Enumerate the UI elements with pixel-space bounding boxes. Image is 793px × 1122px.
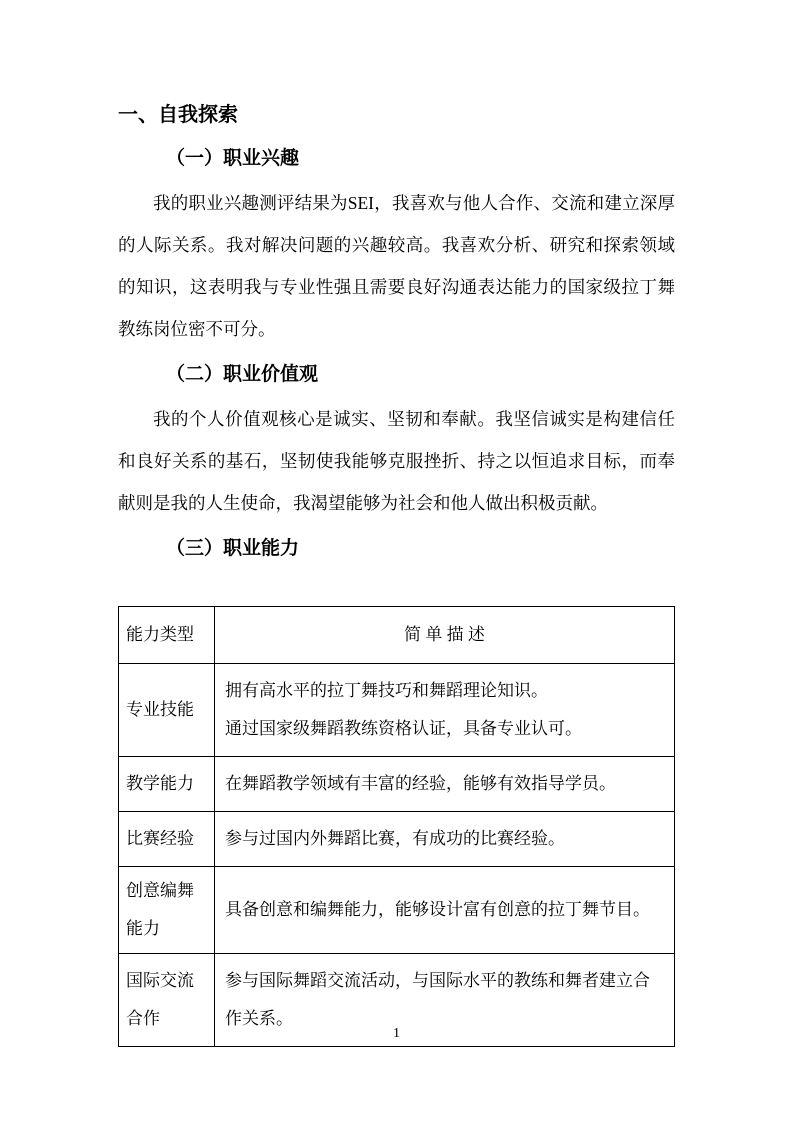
ability-type-cell: 国际交流 合作: [119, 954, 215, 1047]
ability-desc-cell: 具备创意和编舞能力，能够设计富有创意的拉丁舞节目。: [215, 867, 675, 954]
ability-desc-cell: 在舞蹈教学领域有丰富的经验，能够有效指导学员。: [215, 757, 675, 812]
ability-type-cell: 创意编舞 能力: [119, 867, 215, 954]
subheading-career-values: （二）职业价值观: [166, 364, 319, 385]
section-title-self-exploration: 一、自我探索: [118, 104, 238, 126]
page-number: 1: [393, 1026, 400, 1041]
ability-type-cell: 教学能力: [119, 757, 215, 812]
ability-desc-cell: 参与过国内外舞蹈比赛，有成功的比赛经验。: [215, 812, 675, 867]
table-header-row: [119, 607, 675, 664]
table-row: [119, 757, 675, 812]
ability-desc-cell: 拥有高水平的拉丁舞技巧和舞蹈理论知识。 通过国家级舞蹈教练资格认证，具备专业认可。: [215, 664, 675, 757]
table-row: [119, 812, 675, 867]
ability-table: [118, 606, 675, 1047]
ability-type-cell: 专业技能: [119, 664, 215, 757]
table-header-description: 简 单 描 述: [215, 607, 675, 664]
paragraph-career-values: 我的个人价值观核心是诚实、坚韧和奉献。我坚信诚实是构建信任和良好关系的基石，坚韧使我能够克服挫折、持之以恒追求目标，而奉献则是我的人生使命，我渴望能够为社会和他人做出积极贡献。: [118, 409, 675, 513]
subheading-career-interest: （一）职业兴趣: [166, 148, 300, 169]
ability-desc-cell: 参与国际舞蹈交流活动，与国际水平的教练和舞者建立合作关系。: [215, 954, 675, 1047]
subheading-career-ability: （三）职业能力: [166, 538, 300, 559]
table-header-ability-type: 能力类型: [119, 607, 215, 664]
table-row: [119, 867, 675, 954]
paragraph-career-interest: 我的职业兴趣测评结果为SEI，我喜欢与他人合作、交流和建立深厚的人际关系。我对解决问题的兴趣较高。我喜欢分析、研究和探索领域的知识，这表明我与专业性强且需要良好沟通表达能力的国家级拉丁舞教练岗位密不可分。: [118, 193, 675, 339]
table-row: [119, 664, 675, 757]
ability-type-cell: 比赛经验: [119, 812, 215, 867]
